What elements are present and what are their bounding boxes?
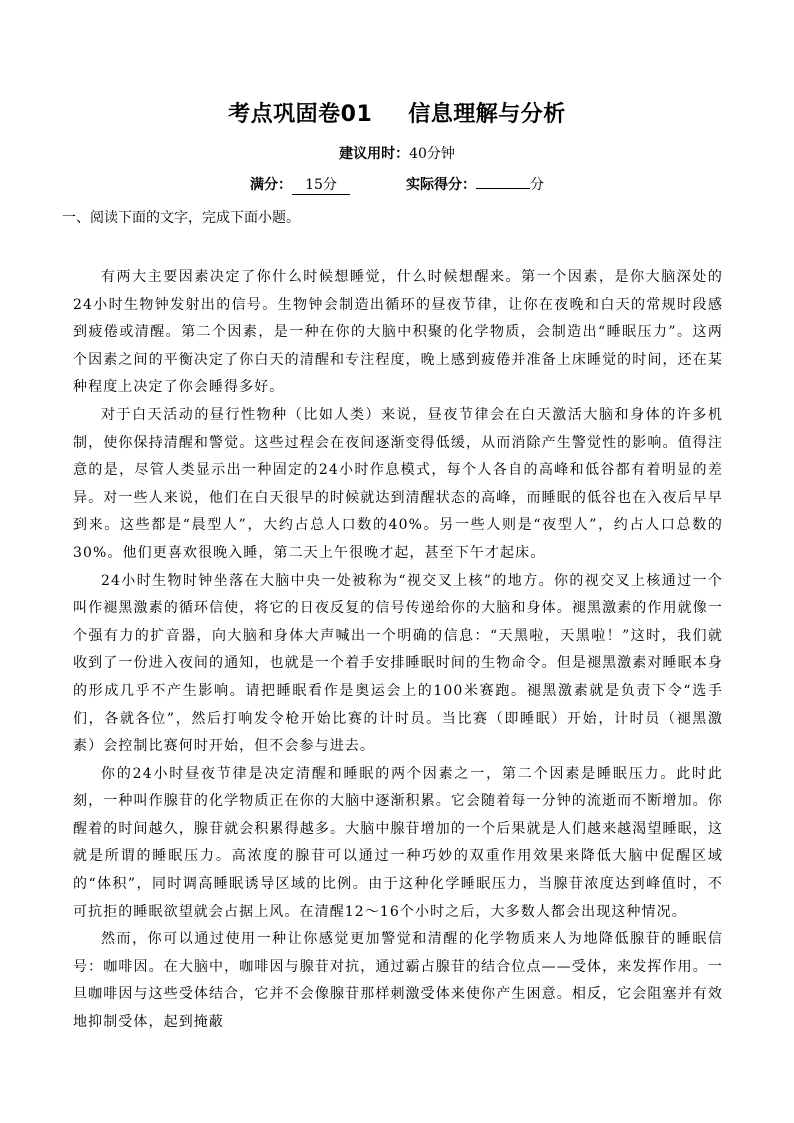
title-sub: 信息理解与分析 <box>408 102 566 127</box>
actual-score-unit: 分 <box>530 177 544 193</box>
actual-score-label: 实际得分： <box>406 177 476 193</box>
section-heading: 一、阅读下面的文字，完成下面小题。 <box>62 210 300 226</box>
full-score-label: 满分： <box>250 177 292 193</box>
score-line <box>0 175 794 195</box>
suggested-time <box>0 144 794 164</box>
paragraph: 24小时生物时钟坐落在大脑中央一处被称为“视交叉上核”的地方。你的视交叉上核通过一个叫作褪黑激素的循环信使，将它的日夜反复的信号传递给你的大脑和身体。褪黑激素的作用就像一个强有力的扩音器，向大脑和身体大声喊出一个明确的信息：“天黑啦，天黑啦！”这时，我们就收到了一份进入夜间的通知，也就是一个着手安排睡眠时间的生物命令。但是褪黑激素对睡眠本身的形成几乎不产生影响。请把睡眠看作是奥运会上的100米赛跑。褪黑激素就是负责下令“选手们，各就各位”，然后打响发令枪开始比赛的计时员。当比赛（即睡眠）开始，计时员（褪黑激素）会控制比赛何时开始，但不会参与进去。 <box>73 572 723 755</box>
page-title <box>0 99 794 131</box>
paragraph: 你的24小时昼夜节律是决定清醒和睡眠的两个因素之一，第二个因素是睡眠压力。此时此刻，一种叫作腺苷的化学物质正在你的大脑中逐渐积累。它会随着每一分钟的流逝而不断增加。你醒着的时间越久，腺苷就会积累得越多。大脑中腺苷增加的一个后果就是人们越来越渴望睡眠，这就是所谓的睡眠压力。高浓度的腺苷可以通过一种巧妙的双重作用效果来降低大脑中促醒区域的“体积”，同时调高睡眠诱导区域的比例。由于这种化学睡眠压力，当腺苷浓度达到峰值时，不可抗拒的睡眠欲望就会占据上风。在清醒12～16个小时之后，大多数人都会出现这种情况。 <box>73 765 723 920</box>
time-value: 40分钟 <box>409 146 455 162</box>
title-main: 考点巩固卷01 <box>228 102 373 127</box>
time-label: 建议用时： <box>339 146 410 162</box>
paragraph: 有两大主要因素决定了你什么时候想睡觉，什么时候想醒来。第一个因素，是你大脑深处的24小时生物钟发射出的信号。生物钟会制造出循环的昼夜节律，让你在夜晚和白天的常规时段感到疲倦或清醒。第二个因素，是一种在你的大脑中积聚的化学物质，会制造出“睡眠压力”。这两个因素之间的平衡决定了你白天的清醒和专注程度，晚上感到疲倦并准备上床睡觉的时间，还在某种程度上决定了你会睡得多好。 <box>73 269 723 396</box>
paragraph: 对于白天活动的昼行性物种（比如人类）来说，昼夜节律会在白天激活大脑和身体的许多机制，使你保持清醒和警觉。这些过程会在夜间逐渐变得低缓，从而消除产生警觉性的影响。值得注意的是，尽管人类显示出一种固定的24小时作息模式，每个人各自的高峰和低谷都有着明显的差异。对一些人来说，他们在白天很早的时候就达到清醒状态的高峰，而睡眠的低谷也在入夜后早早到来。这些都是“晨型人”，大约占总人口数的40%。另一些人则是“夜型人”，约占人口总数的30%。他们更喜欢很晚入睡，第二天上午很晚才起，甚至下午才起床。 <box>73 406 723 561</box>
paragraph: 然而，你可以通过使用一种让你感觉更加警觉和清醒的化学物质来人为地降低腺苷的睡眠信号：咖啡因。在大脑中，咖啡因与腺苷对抗，通过霸占腺苷的结合位点——受体，来发挥作用。一旦咖啡因与这些受体结合，它并不会像腺苷那样刺激受体来使你产生困意。相反，它会阻塞并有效地抑制受体，起到掩蔽 <box>73 931 723 1031</box>
passage <box>73 264 723 1037</box>
actual-score-field <box>476 188 530 189</box>
full-score-value: 15分 <box>292 176 350 195</box>
